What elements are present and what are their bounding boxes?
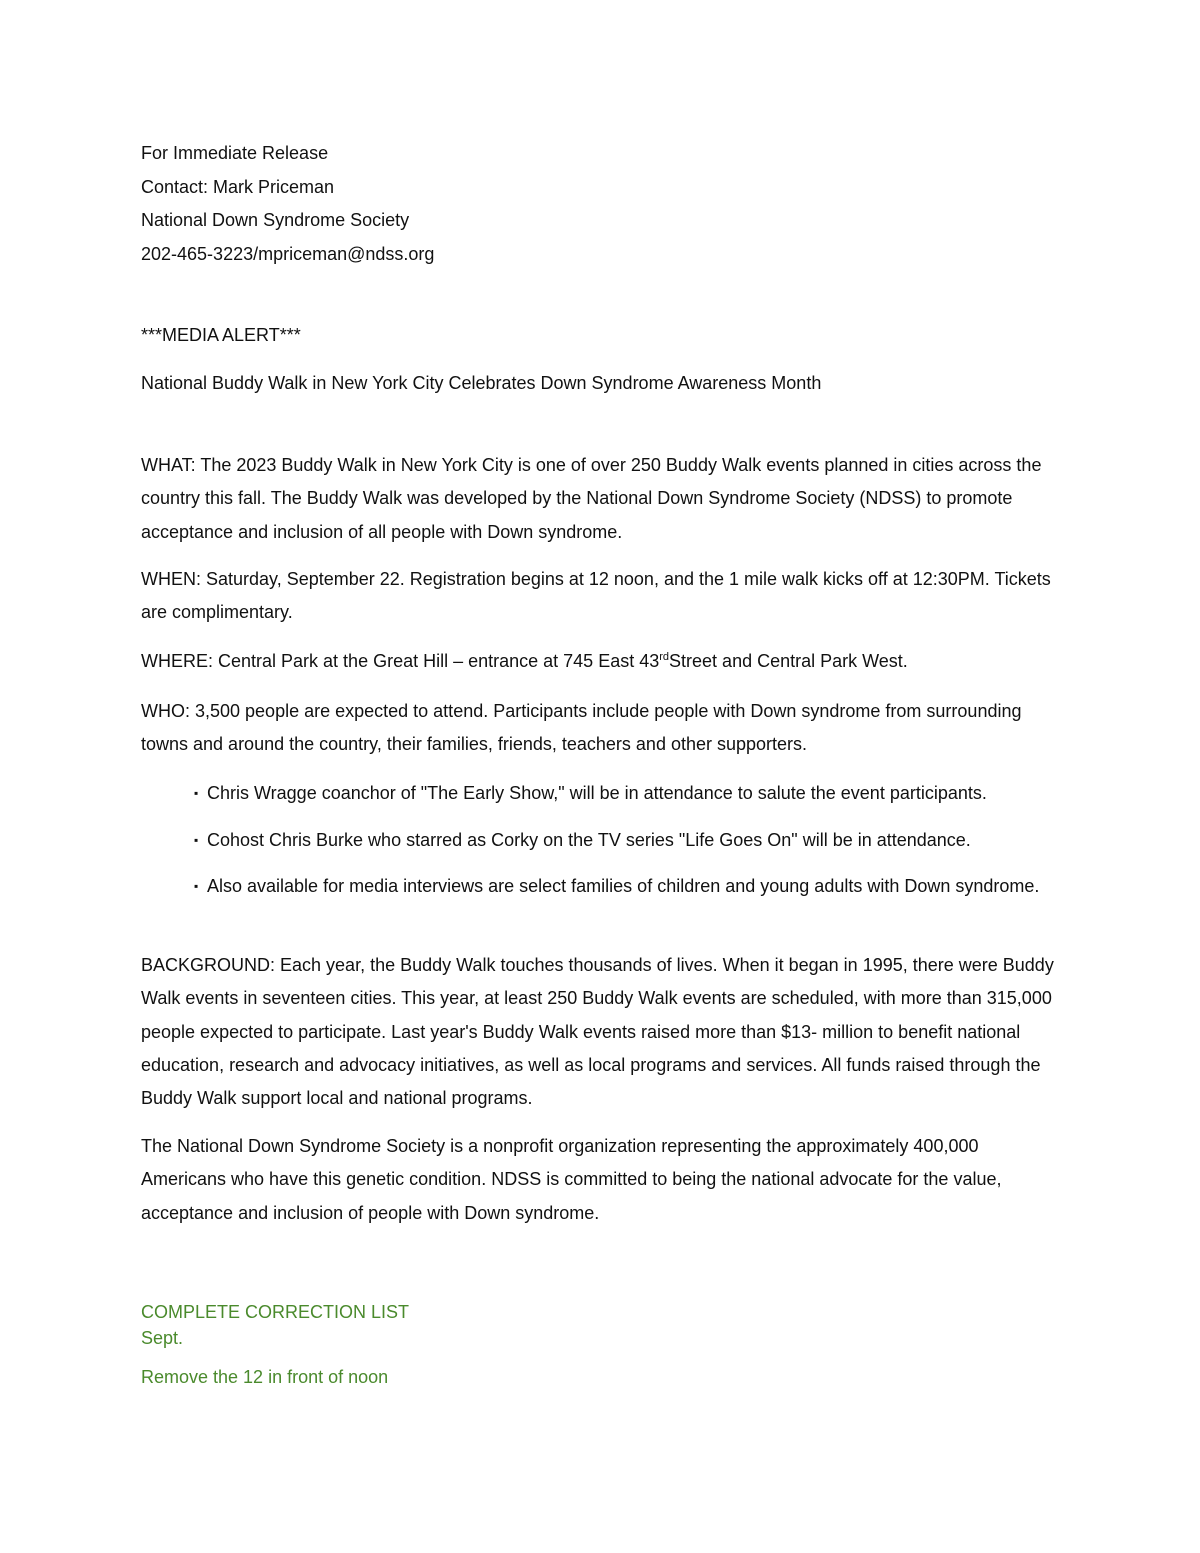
- bullet-marker: ▪: [194, 879, 199, 893]
- contact-line: Contact: Mark Priceman: [141, 177, 335, 197]
- where-text-after: Street and Central Park West.: [669, 651, 908, 671]
- bullet-text: Chris Wragge coanchor of "The Early Show," will be in attendance to salute the event participants.: [207, 783, 987, 803]
- correction-item: Sept.: [141, 1328, 184, 1348]
- bullet-item: [194, 778, 1082, 809]
- where-text-before: WHERE: Central Park at the Great Hill – entrance at 745 East 43: [141, 651, 660, 671]
- where-superscript: rd: [659, 651, 670, 663]
- bullet-marker: ▪: [194, 786, 199, 800]
- release-line: For Immediate Release: [141, 143, 329, 163]
- background-paragraph: BACKGROUND: Each year, the Buddy Walk touches thousands of lives. When it began in 1995, there were Buddy Walk events in seventeen cities. This year, at least 250 Buddy Walk events are scheduled, with more than 315,000 people expected to participate. Last year's Buddy Walk events raised more than $13- million to benefit national education, research and advocacy initiatives, as well as local programs and services. All funds raised through the Buddy Walk support local and national programs.: [141, 955, 1054, 1109]
- where-paragraph: [141, 645, 1066, 678]
- bullet-text: Cohost Chris Burke who starred as Corky on the TV series "Life Goes On" will be in attendance.: [207, 830, 971, 850]
- who-paragraph: WHO: 3,500 people are expected to attend. Participants include people with Down syndrome from surrounding towns and around the country, their families, friends, teachers and other supporters.: [141, 701, 1022, 755]
- what-paragraph: WHAT: The 2023 Buddy Walk in New York City is one of over 250 Buddy Walk events planned in cities across the country this fall. The Buddy Walk was developed by the National Down Syndrome Society (NDSS) to promote acceptance and inclusion of all people with Down syndrome.: [141, 455, 1042, 542]
- correction-list-title: COMPLETE CORRECTION LIST: [141, 1302, 410, 1322]
- bullet-item: [194, 871, 1082, 902]
- phone-email-line: 202-465-3223/mpriceman@ndss.org: [141, 244, 435, 264]
- bullet-marker: ▪: [194, 833, 199, 847]
- headline: National Buddy Walk in New York City Celebrates Down Syndrome Awareness Month: [141, 373, 822, 393]
- press-release-page: [141, 0, 1071, 1553]
- bullet-item: [194, 825, 1082, 856]
- organization-line: National Down Syndrome Society: [141, 210, 410, 230]
- bullet-text: Also available for media interviews are select families of children and young adults with Down syndrome.: [207, 876, 1040, 896]
- correction-item: Remove the 12 in front of noon: [141, 1367, 389, 1387]
- about-paragraph: The National Down Syndrome Society is a nonprofit organization representing the approximately 400,000 Americans who have this genetic condition. NDSS is committed to being the national advocate for the value, acceptance and inclusion of people with Down syndrome.: [141, 1136, 1002, 1223]
- when-paragraph: WHEN: Saturday, September 22. Registration begins at 12 noon, and the 1 mile walk kicks off at 12:30PM. Tickets are complimentary.: [141, 569, 1051, 623]
- media-alert-label: ***MEDIA ALERT***: [141, 325, 301, 345]
